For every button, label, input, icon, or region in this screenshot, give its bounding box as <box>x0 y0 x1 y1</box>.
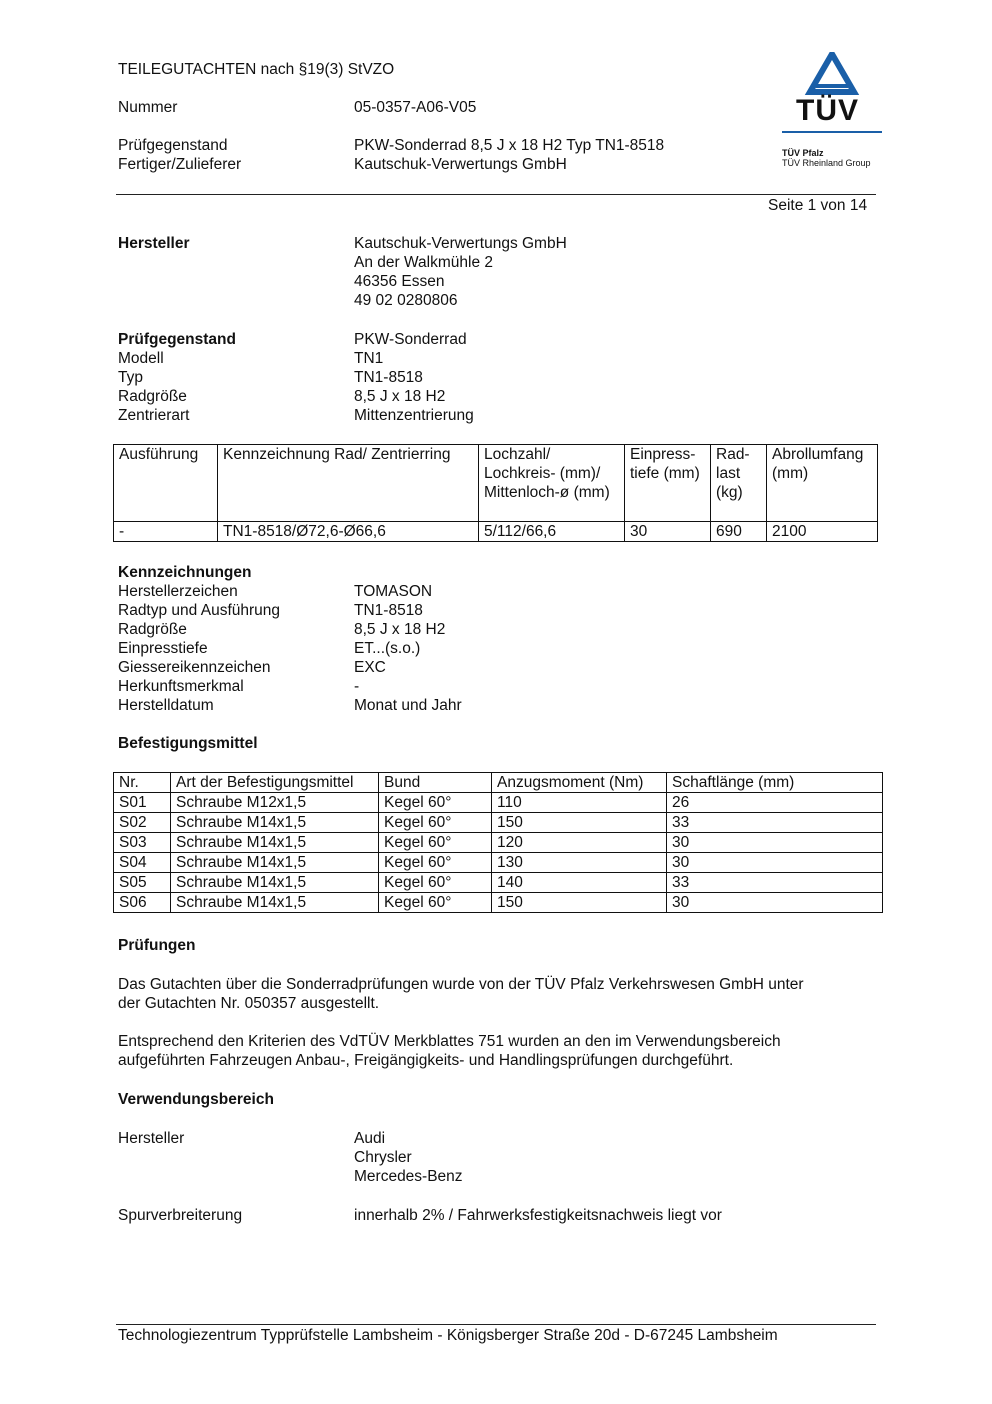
kz-value: 8,5 J x 18 H2 <box>354 621 446 638</box>
th-abrollumfang: Abrollumfang (mm) <box>767 445 878 522</box>
table-cell: 30 <box>667 833 883 853</box>
tuev-logo <box>782 52 882 172</box>
th-nr: Nr. <box>114 773 171 793</box>
fertiger-label: Fertiger/Zulieferer <box>118 156 242 173</box>
kz-value: ET...(s.o.) <box>354 640 421 657</box>
document-title: TEILEGUTACHTEN nach §19(3) StVZO <box>118 61 395 78</box>
table-cell: 26 <box>667 793 883 813</box>
table-cell: S05 <box>114 873 171 893</box>
pruefungen-para1-line1: Das Gutachten über die Sonderradprüfungen wurde von der TÜV Pfalz Verkehrswesen GmbH unter <box>118 976 804 993</box>
table-row <box>114 793 883 813</box>
spurverbreiterung-label: Spurverbreiterung <box>118 1207 243 1224</box>
table-cell: 30 <box>667 893 883 913</box>
nummer-label: Nummer <box>118 99 178 116</box>
logo-brand: TÜV <box>796 94 859 127</box>
table-row <box>114 873 883 893</box>
pruefungen-para1-line2: der Gutachten Nr. 050357 ausgestellt. <box>118 995 380 1012</box>
kz-label: Giessereikennzeichen <box>118 659 271 676</box>
zentrierart-value: Mittenzentrierung <box>354 407 474 424</box>
table-cell: 120 <box>492 833 667 853</box>
th-radlast: Rad-last (kg) <box>711 445 767 522</box>
table-row <box>114 522 878 542</box>
kz-value: TOMASON <box>354 583 433 600</box>
table-cell: 150 <box>492 893 667 913</box>
modell-value: TN1 <box>354 350 384 367</box>
table-cell: Schraube M14x1,5 <box>171 833 379 853</box>
table-cell: Kegel 60° <box>379 833 492 853</box>
table-cell: S02 <box>114 813 171 833</box>
nummer-value: 05-0357-A06-V05 <box>354 99 477 116</box>
footer-text: Technologiezentrum Typprüfstelle Lambsheim - Königsberger Straße 20d - D-67245 Lambsheim <box>118 1327 778 1344</box>
th-bund: Bund <box>379 773 492 793</box>
zentrierart-label: Zentrierart <box>118 407 190 424</box>
table-cell: Kegel 60° <box>379 873 492 893</box>
table-cell: 30 <box>667 853 883 873</box>
table-cell: 110 <box>492 793 667 813</box>
table-cell: S01 <box>114 793 171 813</box>
kz-value: TN1-8518 <box>354 602 423 619</box>
th-einpresstiefe: Einpress-tiefe (mm) <box>625 445 711 522</box>
th-ausfuehrung: Ausführung <box>114 445 218 522</box>
logo-line1: TÜV Pfalz <box>782 148 824 158</box>
wheel-table <box>113 444 878 542</box>
table-cell: 130 <box>492 853 667 873</box>
table-cell: Kegel 60° <box>379 893 492 913</box>
kz-value: EXC <box>354 659 386 676</box>
pruefgegenstand-heading: Prüfgegenstand <box>118 331 236 348</box>
verwendung-hersteller-2: Chrysler <box>354 1149 412 1166</box>
table-row <box>114 893 883 913</box>
befestigung-heading: Befestigungsmittel <box>118 735 258 752</box>
table-cell: Schraube M14x1,5 <box>171 813 379 833</box>
typ-value: TN1-8518 <box>354 369 423 386</box>
kz-label: Radgröße <box>118 621 187 638</box>
page-number: Seite 1 von 14 <box>768 197 868 214</box>
spurverbreiterung-value: innerhalb 2% / Fahrwerksfestigkeitsnachweis liegt vor <box>354 1207 722 1224</box>
pruefgegenstand-header-value: PKW-Sonderrad 8,5 J x 18 H2 Typ TN1-8518 <box>354 137 665 154</box>
table-cell: Schraube M12x1,5 <box>171 793 379 813</box>
th-kennzeichnung: Kennzeichnung Rad/ Zentrierring <box>218 445 479 522</box>
table-row <box>114 853 883 873</box>
logo-line2: TÜV Rheinland Group <box>782 158 871 168</box>
table-cell: Schraube M14x1,5 <box>171 853 379 873</box>
kz-label: Herstelldatum <box>118 697 214 714</box>
verwendung-hersteller-1: Audi <box>354 1130 386 1147</box>
table-cell: TN1-8518/Ø72,6-Ø66,6 <box>218 522 479 542</box>
table-cell: 30 <box>625 522 711 542</box>
th-anzugsmoment: Anzugsmoment (Nm) <box>492 773 667 793</box>
table-cell: 33 <box>667 873 883 893</box>
table-row <box>114 813 883 833</box>
kz-label: Einpresstiefe <box>118 640 208 657</box>
table-cell: 150 <box>492 813 667 833</box>
befestigung-table-header <box>114 773 883 793</box>
table-cell: Schraube M14x1,5 <box>171 873 379 893</box>
kz-value: - <box>354 678 360 695</box>
kz-label: Radtyp und Ausführung <box>118 602 281 619</box>
pruefungen-heading: Prüfungen <box>118 937 196 954</box>
wheel-table-header <box>114 445 878 522</box>
header-divider <box>116 194 876 195</box>
kz-label: Herkunftsmerkmal <box>118 678 244 695</box>
radgroesse-value: 8,5 J x 18 H2 <box>354 388 446 405</box>
table-cell: S06 <box>114 893 171 913</box>
table-cell: S04 <box>114 853 171 873</box>
table-cell: 5/112/66,6 <box>479 522 625 542</box>
table-cell: Kegel 60° <box>379 853 492 873</box>
table-cell: 690 <box>711 522 767 542</box>
pruefgegenstand-header-label: Prüfgegenstand <box>118 137 228 154</box>
table-cell: 2100 <box>767 522 878 542</box>
kennzeichnungen-heading: Kennzeichnungen <box>118 564 252 581</box>
hersteller-line-3: 46356 Essen <box>354 273 445 290</box>
pruefungen-para2-line2: aufgeführten Fahrzeugen Anbau-, Freigängigkeits- und Handlingsprüfungen durchgeführt. <box>118 1052 734 1069</box>
footer-divider <box>116 1324 876 1325</box>
th-art: Art der Befestigungsmittel <box>171 773 379 793</box>
modell-label: Modell <box>118 350 164 367</box>
hersteller-line-2: An der Walkmühle 2 <box>354 254 493 271</box>
hersteller-line-1: Kautschuk-Verwertungs GmbH <box>354 235 567 252</box>
fertiger-value: Kautschuk-Verwertungs GmbH <box>354 156 567 173</box>
kz-label: Herstellerzeichen <box>118 583 238 600</box>
typ-label: Typ <box>118 369 143 386</box>
befestigung-table <box>113 772 883 913</box>
hersteller-heading: Hersteller <box>118 235 190 252</box>
hersteller-line-4: 49 02 0280806 <box>354 292 458 309</box>
pruefungen-para2-line1: Entsprechend den Kriterien des VdTÜV Merkblattes 751 wurden an den im Verwendungsbereich <box>118 1033 781 1050</box>
table-cell: 140 <box>492 873 667 893</box>
radgroesse-label: Radgröße <box>118 388 187 405</box>
th-lochzahl: Lochzahl/ Lochkreis- (mm)/ Mittenloch-ø (mm) <box>479 445 625 522</box>
table-cell: Schraube M14x1,5 <box>171 893 379 913</box>
table-row <box>114 833 883 853</box>
table-cell: Kegel 60° <box>379 813 492 833</box>
verwendung-heading: Verwendungsbereich <box>118 1091 274 1108</box>
table-cell: S03 <box>114 833 171 853</box>
verwendung-hersteller-3: Mercedes-Benz <box>354 1168 463 1185</box>
table-cell: - <box>114 522 218 542</box>
th-schaftlaenge: Schaftlänge (mm) <box>667 773 883 793</box>
pruefgegenstand-value: PKW-Sonderrad <box>354 331 467 348</box>
kz-value: Monat und Jahr <box>354 697 462 714</box>
table-cell: Kegel 60° <box>379 793 492 813</box>
table-cell: 33 <box>667 813 883 833</box>
verwendung-hersteller-label: Hersteller <box>118 1130 185 1147</box>
